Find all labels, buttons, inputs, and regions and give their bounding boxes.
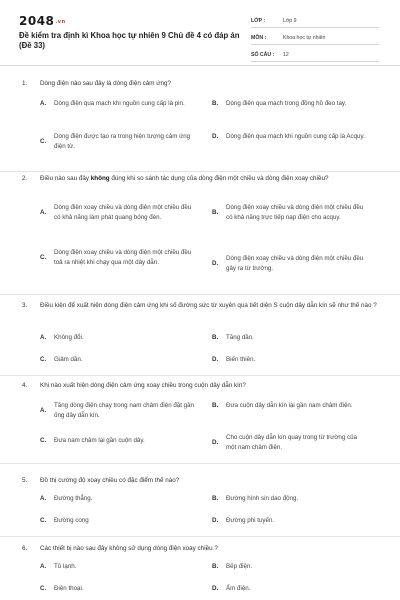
question-divider bbox=[0, 463, 400, 464]
option-c[interactable] bbox=[40, 248, 194, 267]
option-letter: C. bbox=[40, 253, 47, 261]
option-letter: C. bbox=[40, 356, 47, 363]
option-d[interactable] bbox=[212, 355, 366, 365]
option-text: Cho cuộn dây dẫn kín quay trong từ trường của một nam châm điện. bbox=[226, 434, 358, 451]
option-letter: B. bbox=[212, 563, 219, 570]
option-text: Dòng điện xoay chiều và dòng điện một chiều đều có khả năng làm phát quang bóng đèn. bbox=[54, 204, 192, 221]
option-text: Dòng điện xoay chiều và dòng điện một chiều đều có khả năng trực tiếp nạp điện cho acquy. bbox=[226, 204, 364, 221]
option-text: Dòng điện được tạo ra trong hiện tượng cảm ứng điện từ. bbox=[54, 133, 191, 150]
option-text: Dòng điện qua mạch khi nguồn cung cấp là Acquy. bbox=[226, 133, 365, 140]
option-b[interactable] bbox=[212, 99, 366, 109]
option-text: Điện thoại. bbox=[54, 585, 84, 592]
meta-subject-value: Khoa học tự nhiên bbox=[283, 35, 326, 41]
option-a[interactable] bbox=[40, 333, 194, 343]
option-letter: D. bbox=[212, 438, 219, 446]
option-text: Giảm dần. bbox=[54, 356, 83, 363]
option-c[interactable] bbox=[40, 516, 194, 526]
option-d[interactable] bbox=[212, 516, 366, 526]
option-text: Đường phi tuyến. bbox=[226, 517, 275, 524]
question-stem bbox=[22, 79, 382, 89]
question-text: Điều nào sau đây không đúng khi so sánh tác dụng của dòng điện một chiều và dòng điện xoay chiều? bbox=[40, 175, 329, 182]
question-number: 3. bbox=[22, 302, 28, 309]
meta-count-row bbox=[251, 49, 379, 62]
meta-class-value: Lớp 9 bbox=[283, 18, 297, 24]
option-a[interactable] bbox=[40, 203, 194, 222]
option-text: Dòng điện xoay chiều và dòng điện một chiều đều gây ra từ trường. bbox=[226, 255, 364, 272]
option-letter: B. bbox=[212, 402, 219, 409]
logo-text: 2048 bbox=[19, 14, 55, 28]
option-letter: A. bbox=[40, 406, 47, 414]
question-text: Các thiết bị nào sau đây không sử dụng dòng điện xoay chiều ? bbox=[40, 545, 218, 552]
option-text: Ấm điện. bbox=[226, 585, 251, 592]
option-text: Đường thẳng. bbox=[54, 495, 93, 502]
question-number: 1. bbox=[22, 80, 28, 87]
option-text: Đưa nam châm lại gần cuộn dây. bbox=[54, 437, 145, 444]
option-text: Không đổi. bbox=[54, 334, 84, 341]
logo-tld: .vn bbox=[55, 18, 66, 25]
option-letter: D. bbox=[212, 356, 219, 363]
option-letter: B. bbox=[212, 334, 219, 341]
option-a[interactable] bbox=[40, 401, 194, 420]
option-text: Bếp điện. bbox=[226, 563, 253, 570]
question-text: Đồ thị cường độ xoay chiều có đặc điểm thế nào? bbox=[40, 477, 180, 484]
option-a[interactable] bbox=[40, 494, 194, 504]
option-d[interactable] bbox=[212, 132, 366, 142]
option-letter: C. bbox=[40, 517, 47, 524]
option-letter: A. bbox=[40, 495, 47, 502]
option-text: Dòng điện xoay chiều và dòng điện một chiều đều toả ra nhiệt khi chạy qua một dây dẫn. bbox=[54, 249, 192, 266]
question-number: 5. bbox=[22, 477, 28, 484]
question-stem bbox=[22, 301, 382, 311]
option-text: Tủ lạnh. bbox=[54, 563, 77, 570]
question-number: 2. bbox=[22, 175, 28, 182]
question-stem bbox=[22, 476, 382, 486]
option-letter: D. bbox=[212, 585, 219, 592]
option-letter: A. bbox=[40, 334, 47, 341]
question-divider bbox=[0, 375, 400, 376]
meta-count-value: 12 bbox=[283, 52, 289, 58]
option-c[interactable] bbox=[40, 584, 194, 594]
option-d[interactable] bbox=[212, 433, 366, 452]
option-c[interactable] bbox=[40, 355, 194, 365]
option-letter: D. bbox=[212, 133, 219, 140]
question-divider bbox=[0, 294, 400, 295]
meta-class-row bbox=[251, 15, 379, 28]
option-letter: B. bbox=[212, 495, 219, 502]
option-b[interactable] bbox=[212, 401, 366, 411]
question-number: 6. bbox=[22, 545, 28, 552]
option-letter: D. bbox=[212, 259, 219, 267]
question-text: Điều kiện để xuất hiện dòng điện cảm ứng khi số đường sức từ xuyên qua tiết diện S cuộn dây dẫn kín sẽ như thế nào ? bbox=[40, 302, 377, 309]
option-letter: C. bbox=[40, 437, 47, 444]
page-title: Đề kiểm tra định kì Khoa học tự nhiên 9 Chủ đề 4 có đáp án (Đề 33) bbox=[19, 31, 240, 50]
question-number: 4. bbox=[22, 382, 28, 389]
option-letter: C. bbox=[40, 137, 47, 145]
question-text: Khi nào xuất hiện dòng điện cảm ứng xoay chiều trong cuộn dây dẫn kín? bbox=[40, 382, 246, 389]
option-text: Đưa cuộn dây dẫn kín lại gần nam châm điện. bbox=[226, 402, 353, 409]
question-stem bbox=[22, 544, 382, 554]
option-text: Đường cong bbox=[54, 517, 89, 524]
option-text: Biến thiên. bbox=[226, 356, 256, 363]
document-header bbox=[0, 0, 400, 66]
option-text: Đường hình sin dao động. bbox=[226, 495, 299, 502]
site-logo[interactable] bbox=[19, 14, 66, 28]
option-b[interactable] bbox=[212, 333, 366, 343]
question-text: Dòng điện nào sau đây là dòng điện cảm ứng? bbox=[40, 80, 171, 87]
option-letter: D. bbox=[212, 517, 219, 524]
question-stem bbox=[22, 381, 382, 391]
option-b[interactable] bbox=[212, 562, 366, 572]
meta-subject-label: MÔN : bbox=[251, 35, 267, 41]
option-a[interactable] bbox=[40, 99, 194, 109]
option-letter: A. bbox=[40, 208, 47, 216]
option-a[interactable] bbox=[40, 562, 194, 572]
option-letter: B. bbox=[212, 208, 219, 216]
option-text: Tăng dần. bbox=[226, 334, 254, 341]
option-text: Tăng dòng điện chạy trong nam châm điện đặt gần ống dây dẫn kín. bbox=[54, 402, 195, 419]
option-letter: A. bbox=[40, 100, 47, 107]
option-letter: C. bbox=[40, 585, 47, 592]
option-d[interactable] bbox=[212, 584, 366, 594]
option-c[interactable] bbox=[40, 436, 194, 446]
option-letter: B. bbox=[212, 100, 219, 107]
option-letter: A. bbox=[40, 563, 47, 570]
question-stem bbox=[22, 174, 382, 184]
meta-panel bbox=[251, 15, 379, 62]
meta-count-label: SỐ CÂU : bbox=[251, 52, 275, 58]
meta-class-label: LỚP : bbox=[251, 18, 266, 24]
option-b[interactable] bbox=[212, 203, 366, 222]
meta-subject-row bbox=[251, 32, 379, 45]
option-text: Dòng điện qua mạch trong đồng hồ đeo tay. bbox=[226, 100, 347, 107]
question-divider bbox=[0, 536, 400, 537]
option-text: Dòng điện qua mạch khi nguồn cung cấp là pin. bbox=[54, 100, 185, 107]
option-d[interactable] bbox=[212, 254, 366, 273]
question-divider bbox=[0, 171, 400, 172]
option-c[interactable] bbox=[40, 132, 194, 151]
option-b[interactable] bbox=[212, 494, 366, 504]
